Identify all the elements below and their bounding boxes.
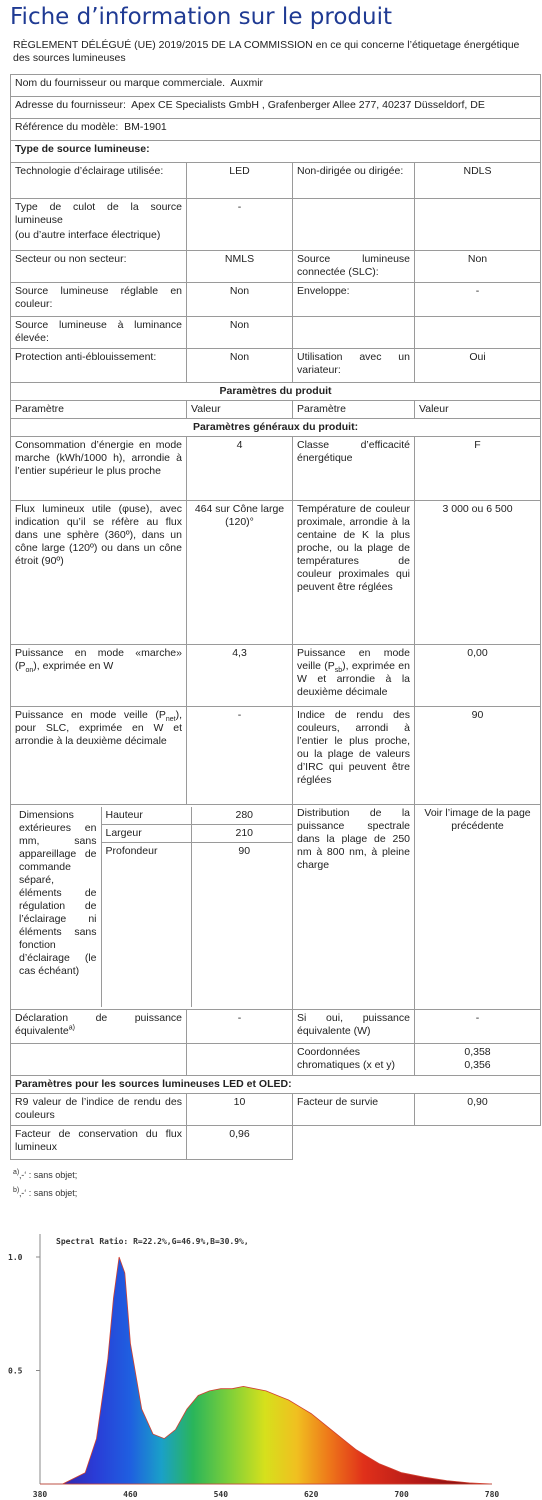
lumen-maintenance-value: 0,96	[187, 1126, 293, 1160]
footnote	[13, 1170, 77, 1181]
networked-standby-label	[11, 707, 187, 805]
empty-cell	[187, 1044, 293, 1076]
chromaticity-label: Coordonnées chromatiques (x et y)	[293, 1044, 415, 1076]
chromaticity-x: 0,358	[464, 1046, 491, 1058]
param-row	[11, 645, 541, 707]
on-mode-power-text: ), exprimée en W	[33, 660, 114, 672]
product-params-heading: Paramètres du produit	[11, 383, 541, 401]
cri-value: 90	[415, 707, 541, 805]
dimensions-table	[15, 807, 293, 1007]
networked-standby-text: ), pour SLC, exprimée en W et arrondie à la deuxième décimale	[15, 709, 182, 747]
consumption-label: Consommation d’énergie en mode marche (kWh/1000 h), arrondie à l’entier supérieur le plus proche	[11, 437, 187, 501]
dimension-value: 210	[191, 825, 293, 843]
cap-type-label	[11, 199, 187, 251]
x-tick-label: 540	[213, 1490, 229, 1499]
connected-value: Non	[415, 251, 541, 283]
equivalent-watt-label: Si oui, puissance équivalente (W)	[293, 1010, 415, 1044]
directional-value: NDLS	[415, 163, 541, 199]
param-row	[11, 1044, 541, 1076]
model-label: Référence du modèle:	[15, 121, 119, 133]
empty-cell	[415, 1126, 541, 1160]
high-luminance-label: Source lumineuse à luminance élevée:	[11, 317, 187, 349]
on-mode-power-subscript: on	[25, 667, 34, 675]
source-type-row	[11, 317, 541, 349]
source-type-row	[11, 349, 541, 383]
equivalent-power-label	[11, 1010, 187, 1044]
chromaticity-y: 0,356	[464, 1059, 491, 1071]
cri-label: Indice de rendu des couleurs, arrondi à l’entier le plus proche, ou la plage de valeurs d’IRC qui peuvent être réglées	[293, 707, 415, 805]
networked-standby-text: Puissance en mode veille (P	[15, 709, 166, 721]
general-params-heading-row	[11, 419, 541, 437]
mains-label: Secteur ou non secteur:	[11, 251, 187, 283]
led-heading-row	[11, 1076, 541, 1094]
source-type-heading: Type de source lumineuse:	[11, 141, 541, 163]
chart-title: Spectral Ratio: R=22.2%,G=46.9%,B=30.9%,	[56, 1237, 249, 1246]
footnote-mark: a)	[13, 1169, 20, 1176]
survival-factor-value: 0,90	[415, 1094, 541, 1126]
lumen-maintenance-label: Facteur de conservation du flux lumineux	[11, 1126, 187, 1160]
dimensions-row	[11, 805, 541, 1010]
dimension-name: Largeur	[101, 825, 191, 843]
empty-cell	[11, 1044, 187, 1076]
supplier-name-row	[11, 75, 541, 97]
param-row	[11, 1094, 541, 1126]
supplier-address-value: Apex CE Specialists GmbH , Grafenberger Allee 277, 40237 Düsseldorf, DE	[131, 99, 485, 111]
envelope-value: -	[415, 283, 541, 317]
source-type-heading-row	[11, 141, 541, 163]
dimension-value: 90	[191, 843, 293, 1008]
colour-tunable-value: Non	[187, 283, 293, 317]
cct-label: Température de couleur proximale, arrondie à la centaine de K la plus proche, ou la plage de températures de couleur proximales qui peuvent être réglées	[293, 501, 415, 645]
standby-power-text: ), exprimée en W et arrondie à la deuxième décimale	[297, 660, 410, 698]
empty-cell	[293, 1126, 415, 1160]
cap-type-label-line2: (ou d’autre interface électrique)	[15, 229, 161, 241]
y-tick-label: 0.5	[8, 1366, 23, 1376]
page-title: Fiche d’information sur le produit	[10, 4, 392, 30]
supplier-address-row	[11, 97, 541, 119]
footnote-mark: b)	[13, 1187, 20, 1194]
spectral-distribution-value: Voir l’image de la page précédente	[415, 805, 541, 1010]
y-tick-label: 1.0	[8, 1253, 23, 1262]
supplier-name-label: Nom du fournisseur ou marque commerciale.	[15, 77, 226, 89]
standby-power-subscript: sb	[334, 667, 343, 675]
high-luminance-value: Non	[187, 317, 293, 349]
dimmable-value: Oui	[415, 349, 541, 383]
source-type-row	[11, 163, 541, 199]
equivalent-power-text: Déclaration de puissance équivalente	[15, 1012, 182, 1037]
dimmable-label: Utilisation avec un variateur:	[293, 349, 415, 383]
cap-type-value: -	[187, 199, 293, 251]
energy-class-value: F	[415, 437, 541, 501]
directional-label: Non-dirigée ou dirigée:	[293, 163, 415, 199]
footnote-text: ‚-‘ : sans objet;	[19, 1188, 78, 1198]
spectral-distribution-label: Distribution de la puissance spectrale dans la plage de 250 nm à 800 nm, à pleine charge	[293, 805, 415, 1010]
mains-value: NMLS	[187, 251, 293, 283]
r9-label: R9 valeur de l’indice de rendu des couleurs	[11, 1094, 187, 1126]
consumption-value: 4	[187, 437, 293, 501]
r9-value: 10	[187, 1094, 293, 1126]
standby-power-text: Puissance en mode veille (P	[297, 647, 410, 672]
col-header-value: Valeur	[415, 401, 541, 419]
colour-tunable-label: Source lumineuse réglable en couleur:	[11, 283, 187, 317]
standby-power-label	[293, 645, 415, 707]
supplier-name-value: Auxmir	[230, 77, 264, 89]
x-tick-label: 620	[303, 1490, 319, 1499]
footnote	[13, 1188, 77, 1199]
product-info-table	[10, 74, 541, 1160]
cap-type-label-line1: Type de culot de la source lumineuse	[15, 201, 182, 226]
networked-standby-value: -	[187, 707, 293, 805]
regulation-text: RÈGLEMENT DÉLÉGUÉ (UE) 2019/2015 DE LA COMMISSION en ce qui concerne l’étiquetage énergétique des sources lumineuses	[13, 39, 520, 64]
technology-value: LED	[187, 163, 293, 199]
col-header-param: Paramètre	[11, 401, 187, 419]
x-tick-label: 380	[32, 1490, 48, 1499]
envelope-label: Enveloppe:	[293, 283, 415, 317]
footnote-mark: a)	[68, 1024, 75, 1032]
empty-cell	[415, 199, 541, 251]
col-header-value: Valeur	[187, 401, 293, 419]
model-value: BM-1901	[124, 121, 167, 133]
anti-glare-label: Protection anti-éblouissement:	[11, 349, 187, 383]
luminous-flux-value: 464 sur Cône large (120)°	[187, 501, 293, 645]
param-row	[11, 1126, 541, 1160]
technology-label: Technologie d’éclairage utilisée:	[11, 163, 187, 199]
equivalent-power-value: -	[187, 1010, 293, 1044]
chromaticity-value	[415, 1044, 541, 1076]
dimension-value: 280	[191, 807, 293, 825]
source-type-row	[11, 251, 541, 283]
footnote-text: ‚-‘ : sans objet;	[19, 1170, 78, 1180]
standby-power-value: 0,00	[415, 645, 541, 707]
led-params-heading: Paramètres pour les sources lumineuses LED et OLED:	[11, 1076, 541, 1094]
anti-glare-value: Non	[187, 349, 293, 383]
on-mode-power-label	[11, 645, 187, 707]
empty-cell	[293, 317, 415, 349]
model-row	[11, 119, 541, 141]
empty-cell	[293, 199, 415, 251]
empty-cell	[415, 317, 541, 349]
param-row	[11, 501, 541, 645]
source-type-row	[11, 199, 541, 251]
energy-class-label: Classe d’efficacité énergétique	[293, 437, 415, 501]
on-mode-power-text: Puissance en mode «marche» (P	[15, 647, 182, 672]
dimension-name: Hauteur	[101, 807, 191, 825]
connected-label: Source lumineuse connectée (SLC):	[293, 251, 415, 283]
cct-value: 3 000 ou 6 500	[415, 501, 541, 645]
dimension-row	[15, 807, 293, 825]
col-header-param: Paramètre	[293, 401, 415, 419]
dimensions-label: Dimensions extérieures en mm, sans appareillage de commande séparé, éléments de régulation de l’éclairage ni éléments sans fonction d’éclairage (le cas échéant)	[19, 809, 97, 977]
luminous-flux-label: Flux lumineux utile (φuse), avec indication qu’il se réfère au flux dans une sphère (360º), dans un cône large (120º) ou dans un cône étroit (90º)	[11, 501, 187, 645]
spectral-chart	[0, 1222, 542, 1500]
general-params-heading: Paramètres généraux du produit:	[11, 419, 541, 437]
equivalent-watt-value: -	[415, 1010, 541, 1044]
source-type-row	[11, 283, 541, 317]
column-header-row	[11, 401, 541, 419]
supplier-address-label: Adresse du fournisseur:	[15, 99, 126, 111]
x-tick-label: 460	[123, 1490, 138, 1499]
param-row	[11, 707, 541, 805]
dimension-name: Profondeur	[101, 843, 191, 1008]
networked-standby-subscript: net	[165, 716, 176, 724]
param-row	[11, 1010, 541, 1044]
x-tick-label: 780	[484, 1490, 500, 1499]
on-mode-power-value: 4,3	[187, 645, 293, 707]
x-tick-label: 700	[394, 1490, 409, 1499]
product-params-heading-row	[11, 383, 541, 401]
survival-factor-label: Facteur de survie	[293, 1094, 415, 1126]
param-row	[11, 437, 541, 501]
